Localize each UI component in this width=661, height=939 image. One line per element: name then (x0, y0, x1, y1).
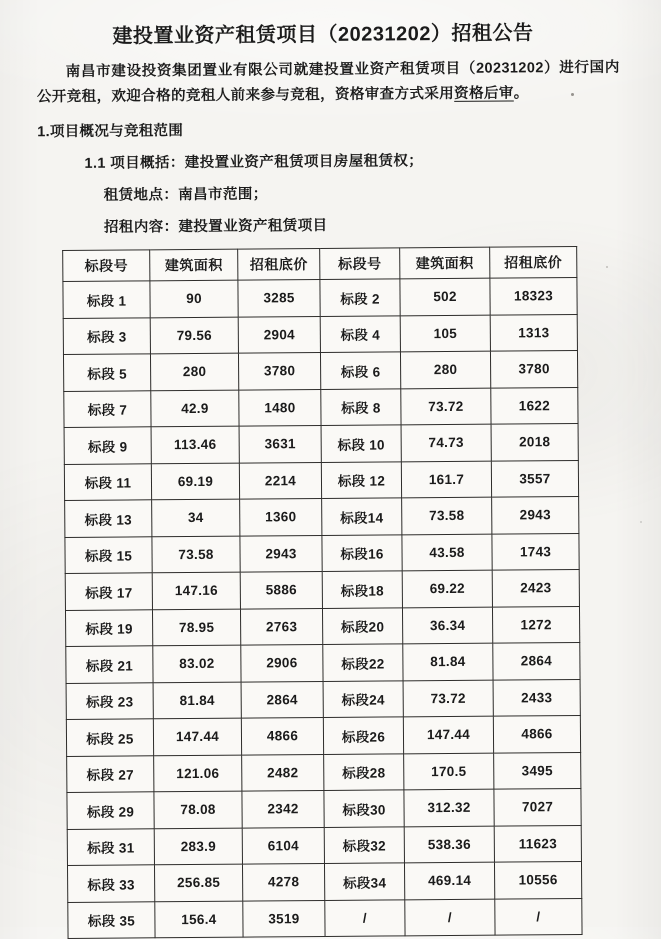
table-cell: 73.72 (401, 388, 491, 425)
table-cell: 2943 (240, 535, 322, 572)
item-lease-location-text: 南昌市范围； (178, 186, 268, 204)
rental-sections-table (62, 246, 582, 939)
table-cell: 74.73 (401, 424, 491, 461)
table-cell: 标段 11 (64, 463, 151, 500)
table-cell: 标段24 (323, 680, 403, 717)
table-cell: 3631 (239, 425, 321, 462)
table-cell: 3557 (491, 460, 578, 497)
table-cell: 6104 (242, 827, 324, 864)
table-cell: 标段 3 (63, 317, 150, 354)
table-cell: 147.44 (403, 716, 493, 753)
table-cell: 3285 (238, 279, 320, 316)
table-header-cell: 建筑面积 (150, 249, 238, 281)
table-cell: 2864 (493, 642, 580, 679)
table-cell: 标段 23 (66, 682, 153, 719)
table-cell: 73.58 (402, 497, 492, 534)
table-cell: 2906 (241, 644, 323, 681)
table-cell: 81.84 (403, 643, 493, 680)
page-title: 建投置业资产租赁项目（20231202）招租公告 (112, 22, 534, 48)
table-header-cell: 招租底价 (238, 248, 320, 280)
table-cell: 标段 31 (67, 828, 154, 865)
item-project-overview (84, 147, 660, 173)
table-row (64, 387, 578, 428)
table-cell: 105 (400, 315, 490, 352)
table-cell: 标段 25 (66, 719, 153, 756)
table-cell: 73.72 (403, 680, 493, 717)
table-cell: 标段 15 (65, 536, 152, 573)
table-cell: 121.06 (154, 755, 242, 792)
table-cell: 469.14 (404, 862, 494, 899)
table-cell: 标段 7 (64, 390, 151, 427)
table-cell: 3519 (243, 900, 325, 937)
table-cell: 4866 (493, 715, 580, 752)
table-cell: 3780 (490, 350, 577, 387)
table-row (63, 277, 577, 318)
item-project-overview-text: 建投置业资产租赁项目房屋租赁权； (184, 153, 424, 172)
table-row (67, 752, 581, 793)
item-lease-location-label: 租赁地点： (103, 187, 179, 204)
intro-period: 。 (513, 85, 529, 102)
table-cell: 标段32 (324, 826, 404, 863)
table-header-cell: 标段号 (63, 250, 150, 282)
table-row (65, 569, 579, 610)
table-cell: 312.32 (404, 789, 494, 826)
table-cell: 标段 19 (65, 609, 152, 646)
intro-underlined-text: 资格后审 (454, 85, 514, 102)
table-cell: 标段 4 (320, 315, 400, 352)
table-cell: 2433 (493, 679, 580, 716)
table-cell: / (325, 899, 405, 936)
table-cell: 147.16 (152, 572, 240, 609)
table-cell: 170.5 (404, 753, 494, 790)
table-cell: 43.58 (402, 534, 492, 571)
table-cell: 81.84 (153, 682, 241, 719)
table-cell: 42.9 (151, 390, 239, 427)
table-cell: 标段18 (322, 571, 402, 608)
table-cell: 2423 (492, 569, 579, 606)
table-cell: 280 (400, 351, 490, 388)
table-cell: 标段 29 (67, 792, 154, 829)
table-cell: 280 (150, 353, 238, 390)
table-cell: 10556 (494, 861, 581, 898)
table-cell: 1743 (492, 533, 579, 570)
table-cell: 36.34 (402, 607, 492, 644)
table-cell: 113.46 (151, 426, 239, 463)
table-cell: / (405, 899, 495, 936)
table-cell: 78.08 (154, 791, 242, 828)
table-header-cell: 建筑面积 (400, 247, 490, 279)
table-cell: 4866 (241, 717, 323, 754)
table-cell: 18323 (490, 277, 577, 314)
table-cell: 标段14 (322, 498, 402, 535)
table-cell: 3495 (494, 752, 581, 789)
table-cell: 标段28 (324, 753, 404, 790)
table-cell: 69.19 (151, 463, 239, 500)
table-cell: 90 (150, 280, 238, 317)
table-cell: 538.36 (404, 826, 494, 863)
intro-paragraph (37, 56, 620, 111)
table-cell: 69.22 (402, 570, 492, 607)
table-row (68, 898, 582, 939)
table-cell: 标段 27 (67, 755, 154, 792)
table-cell: 11623 (494, 825, 581, 862)
item-lease-content (104, 211, 661, 236)
table-cell: 34 (152, 499, 240, 536)
table-cell: 5886 (240, 571, 322, 608)
table-cell: 1272 (492, 606, 579, 643)
table-cell: 标段26 (323, 717, 403, 754)
table-row (66, 679, 580, 720)
item-project-overview-label: 1.1 项目概括： (84, 155, 185, 172)
table-cell: 标段30 (324, 790, 404, 827)
table-row (66, 715, 580, 756)
table-cell: 4278 (242, 863, 324, 900)
table-row (63, 314, 577, 355)
table-cell: 1480 (239, 389, 321, 426)
table-cell: 147.44 (153, 718, 241, 755)
table-cell: 1622 (491, 387, 578, 424)
table-cell: 标段 5 (63, 354, 150, 391)
table-row (66, 642, 580, 683)
scan-speck (606, 266, 608, 268)
scan-speck (571, 93, 574, 96)
table-cell: 2018 (491, 423, 578, 460)
table-cell: 1360 (240, 498, 322, 535)
table-row (67, 825, 581, 866)
table-cell: 标段16 (322, 534, 402, 571)
table-cell: 2214 (239, 462, 321, 499)
table-cell: 标段22 (323, 644, 403, 681)
table-cell: 标段20 (322, 607, 402, 644)
table-cell: 7027 (494, 788, 581, 825)
table-header-row (63, 246, 577, 281)
table-cell: 283.9 (154, 828, 242, 865)
table-cell: 标段 21 (66, 646, 153, 683)
table-header-cell: 标段号 (320, 248, 400, 280)
table-row (64, 460, 578, 501)
table-cell: 73.58 (152, 536, 240, 573)
table-cell: 2904 (238, 316, 320, 353)
table-cell: 83.02 (153, 645, 241, 682)
table-cell: 标段 10 (321, 425, 401, 462)
table-cell: 2482 (242, 754, 324, 791)
table-row (65, 496, 579, 537)
table-row (65, 533, 579, 574)
table-cell: 标段34 (324, 863, 404, 900)
table-cell: 161.7 (401, 461, 491, 498)
table-cell: 标段 35 (68, 901, 155, 938)
table-cell: 标段 12 (321, 461, 401, 498)
section-heading: 1.项目概况与竞租范围 (37, 123, 184, 141)
table-cell: 79.56 (150, 317, 238, 354)
table-cell: 2943 (492, 496, 579, 533)
table-cell: 2864 (241, 681, 323, 718)
table-row (67, 788, 581, 829)
table-row (65, 606, 579, 647)
table-cell: 标段 33 (67, 865, 154, 902)
table-row (67, 861, 581, 902)
table-row (64, 423, 578, 464)
table-cell: 2342 (242, 790, 324, 827)
table-cell: 3780 (238, 352, 320, 389)
table-cell: 标段 6 (320, 352, 400, 389)
item-lease-content-label: 招租内容： (103, 219, 179, 236)
table-cell: 1313 (490, 314, 577, 351)
table-cell: 78.95 (152, 609, 240, 646)
table-cell: 标段 13 (65, 500, 152, 537)
item-lease-location (104, 179, 661, 204)
intro-text: 南昌市建设投资集团置业有限公司就建投置业资产租赁项目（20231202）进行国内公开竞租，欢迎合格的竞租人前来参与竞租，资格审查方式采用 (36, 59, 620, 106)
table-row (63, 350, 577, 391)
table-cell: 2763 (240, 608, 322, 645)
table-cell: 标段 17 (65, 573, 152, 610)
scan-speck (640, 521, 642, 523)
table-cell: 156.4 (155, 901, 243, 938)
table-cell: 标段 8 (321, 388, 401, 425)
table-header-cell: 招租底价 (490, 246, 577, 278)
table-cell: 502 (400, 278, 490, 315)
table-cell: / (495, 898, 582, 935)
table-cell: 标段 9 (64, 427, 151, 464)
table-cell: 标段 1 (63, 281, 150, 318)
table-cell: 256.85 (154, 864, 242, 901)
table-cell: 标段 2 (320, 279, 400, 316)
item-lease-content-text: 建投置业资产租赁项目 (178, 217, 328, 236)
